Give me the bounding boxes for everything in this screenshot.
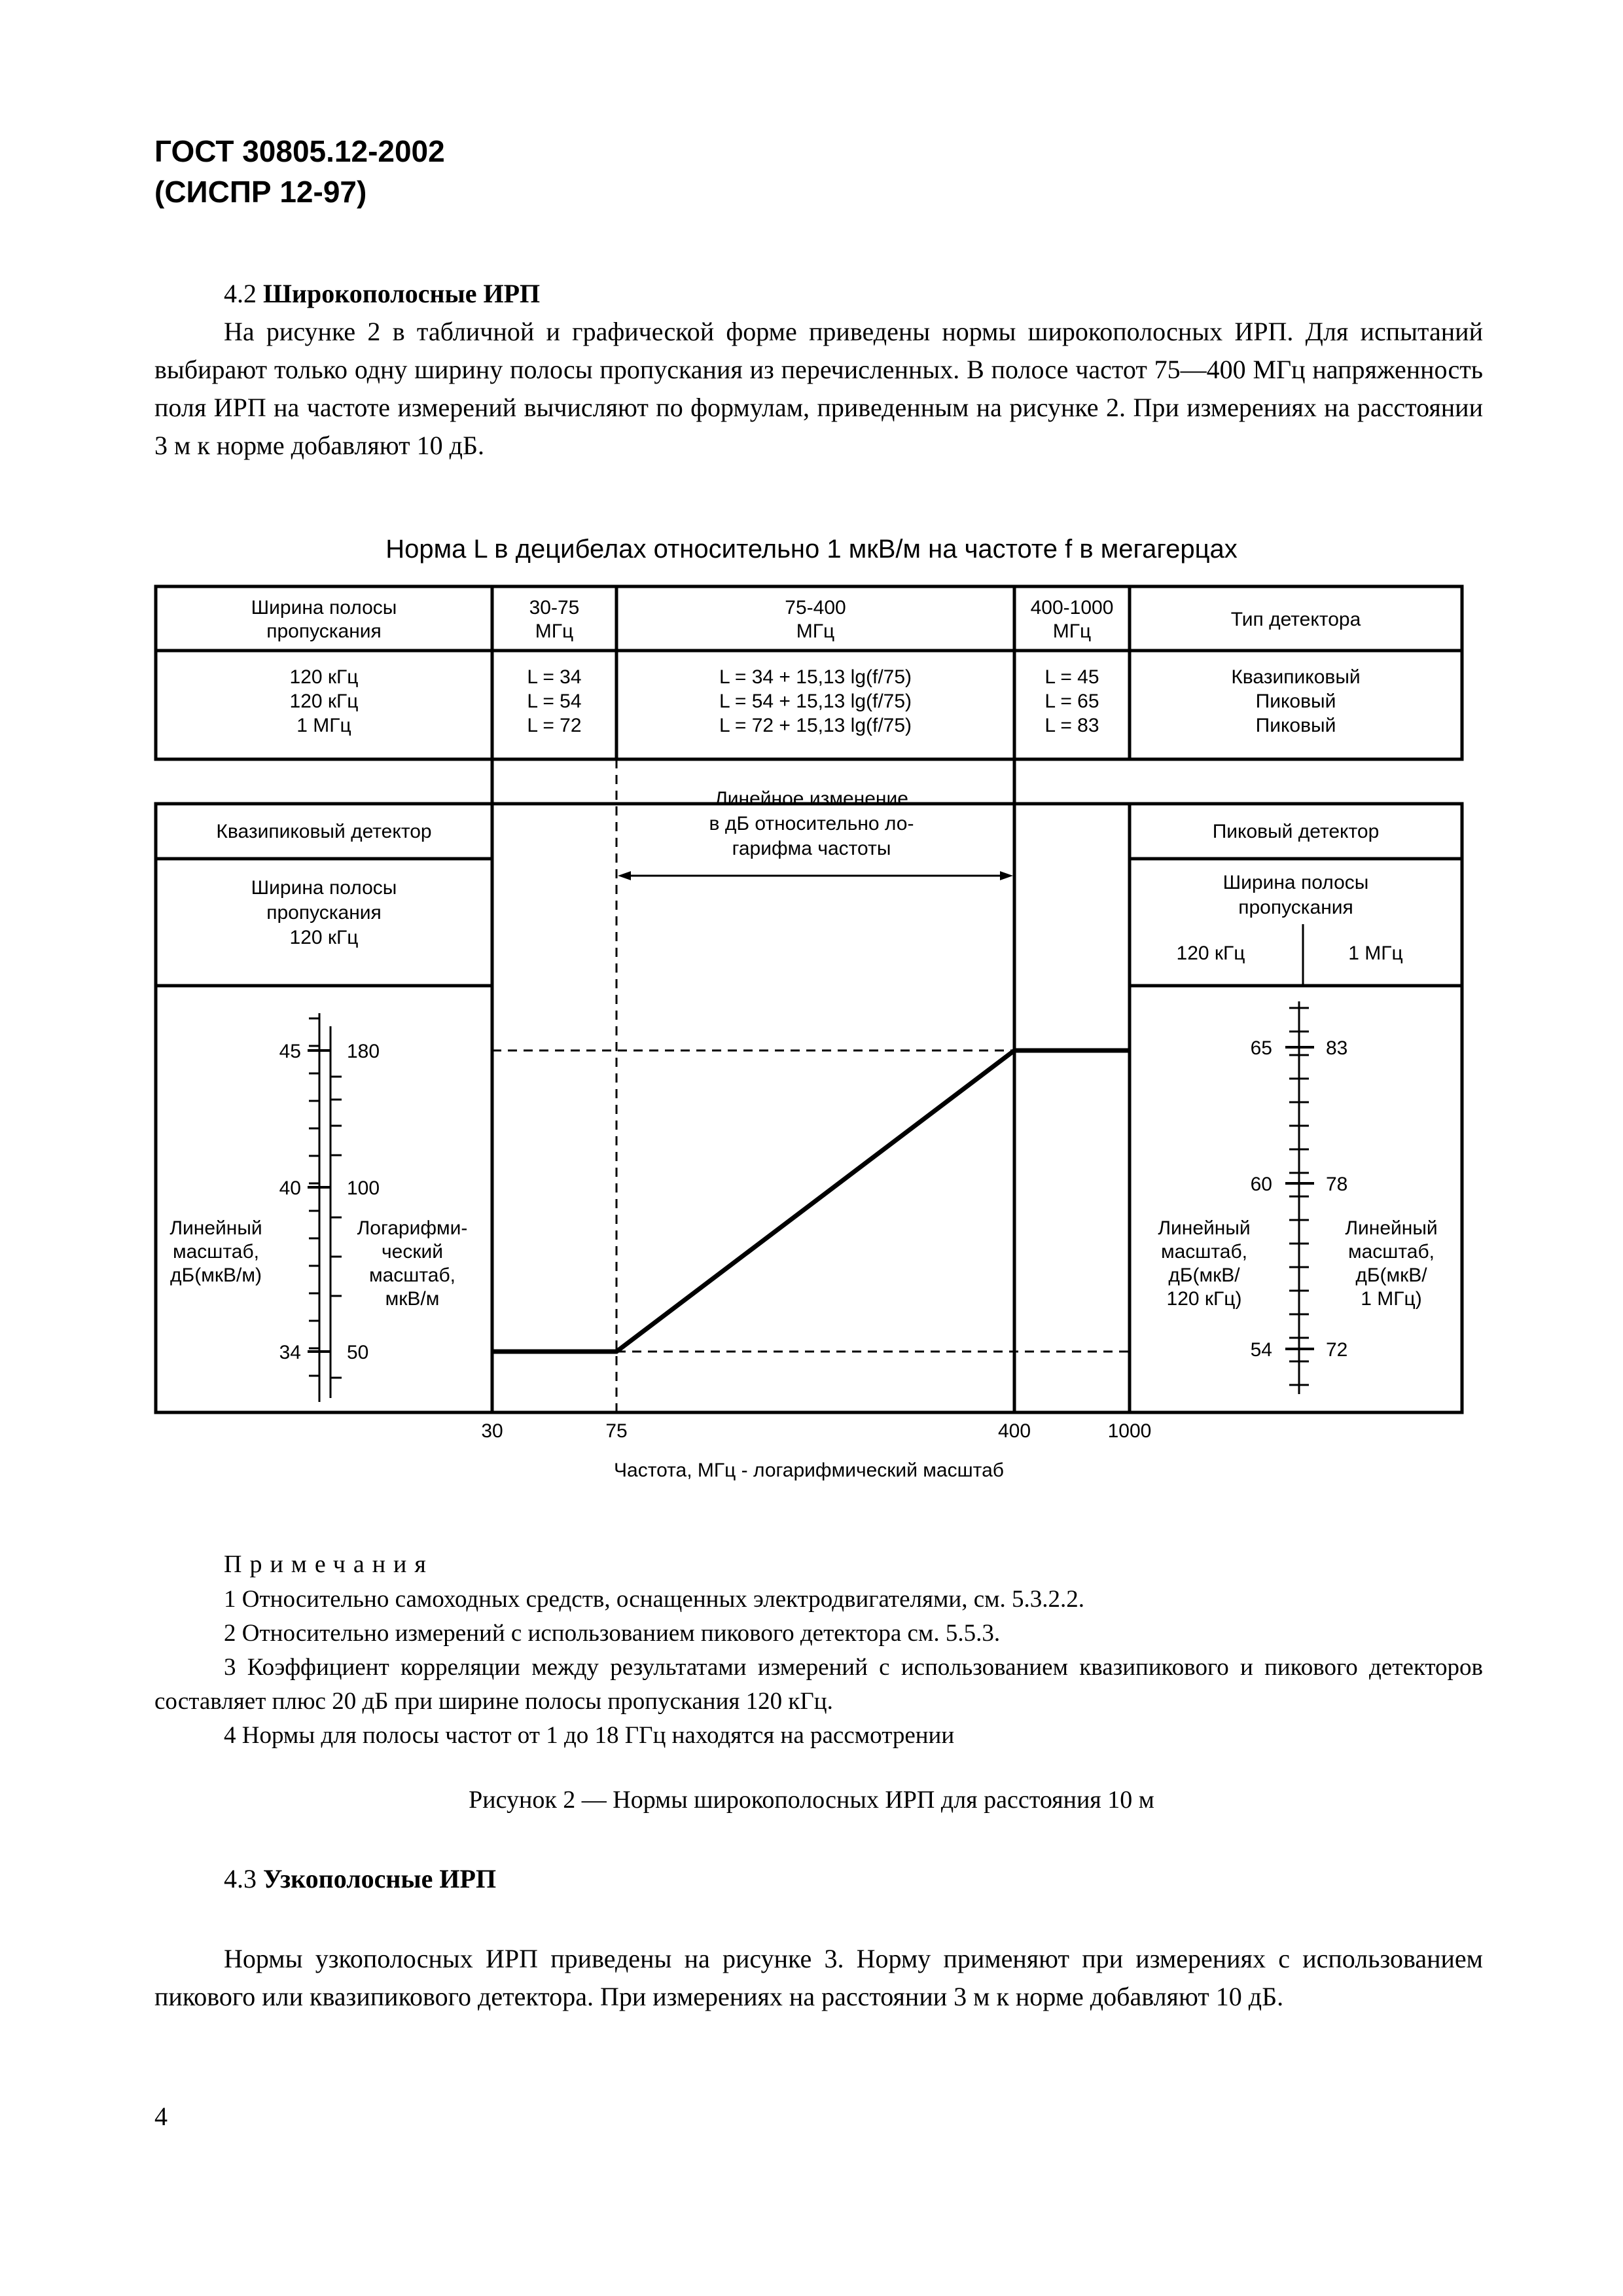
left-tick-log-100: 100 [347, 1177, 380, 1199]
left-tick-lin-45: 45 [279, 1041, 301, 1062]
norm-line [492, 1050, 1130, 1352]
left-bandwidth-line-1: пропускания [266, 902, 382, 924]
table-header-4-line-0: Тип детектора [1230, 609, 1361, 630]
right-left-label-line-1: масштаб, [1161, 1241, 1247, 1263]
section-4-3-title: Узкополосные ИРП [263, 1864, 497, 1893]
left-scale [308, 1013, 330, 1402]
right-bandwidth-line-0: Ширина полосы [1222, 872, 1369, 893]
left-log-label-line-3: мкВ/м [385, 1288, 440, 1310]
right-bandwidth-line-1: пропускания [1238, 897, 1353, 918]
section-4-2-heading [224, 275, 540, 313]
right-tick-r-78: 78 [1326, 1174, 1348, 1195]
left-log-label-line-1: ческий [382, 1241, 443, 1263]
left-bandwidth-line-2: 120 кГц [289, 927, 359, 948]
table-cell-4-line-0: Квазипиковый [1231, 666, 1361, 688]
section-4-3-heading [224, 1860, 496, 1898]
left-tick-lin-34: 34 [279, 1342, 301, 1363]
annotation-line-1: в дБ относительно ло- [709, 813, 914, 834]
doc-code: ГОСТ 30805.12-2002 [154, 134, 445, 168]
doc-code-alt: (СИСПР 12-97) [154, 175, 367, 209]
right-left-label-line-0: Линейный [1158, 1217, 1251, 1239]
left-panel-title: Квазипиковый детектор [216, 821, 432, 842]
x-axis-label: Частота, МГц - логарифмический масштаб [614, 1460, 1004, 1481]
left-linear-label-line-1: масштаб, [173, 1241, 259, 1263]
table-cell-3-line-0: L = 45 [1044, 666, 1099, 688]
right-tick-l-54: 54 [1250, 1339, 1272, 1361]
table-header-1-line-1: МГц [535, 620, 574, 642]
table-cell-0-line-1: 120 кГц [289, 691, 359, 712]
section-4-2-title: Широкополосные ИРП [263, 279, 541, 308]
left-log-label-line-0: Логарифми- [357, 1217, 468, 1239]
table-cell-2-line-1: L = 54 + 15,13 lg(f/75) [719, 691, 912, 712]
table-cell-4-line-1: Пиковый [1255, 691, 1336, 712]
left-linear-label-line-2: дБ(мкВ/м) [170, 1265, 262, 1286]
section-4-3-number: 4.3 [224, 1864, 257, 1893]
right-left-label-line-2: дБ(мкВ/ [1168, 1265, 1240, 1286]
table-cell-3-line-2: L = 83 [1044, 715, 1099, 736]
table-cell-3-line-1: L = 65 [1044, 691, 1099, 712]
note-3: 3 Коэффициент корреляции между результатами измерений с использованием квазипикового и пикового детекторов составляет плюс 20 дБ при ширине полосы пропускания 120 кГц. [154, 1654, 1483, 1715]
annotation-arrow [618, 871, 1013, 880]
note-4: 4 Нормы для полосы частот от 1 до 18 ГГц находятся на рассмотрении [224, 1722, 955, 1749]
left-tick-lin-40: 40 [279, 1177, 301, 1199]
table-cell-2-line-0: L = 34 + 15,13 lg(f/75) [719, 666, 912, 688]
figure-title: Норма L в децибелах относительно 1 мкВ/м на частоте f в мегагерцах [385, 535, 1238, 564]
right-right-label-line-1: масштаб, [1348, 1241, 1435, 1263]
table-header-0-line-0: Ширина полосы [251, 597, 397, 619]
figure-caption: Рисунок 2 — Нормы широкополосных ИРП для расстояния 10 м [469, 1786, 1154, 1814]
right-col1-label: 120 кГц [1176, 942, 1245, 964]
left-linear-label-line-0: Линейный [169, 1217, 262, 1239]
x-tick-1000: 1000 [1107, 1420, 1152, 1442]
right-right-label-line-2: дБ(мкВ/ [1355, 1265, 1427, 1286]
table-header-3-line-1: МГц [1052, 620, 1092, 642]
right-right-label-line-0: Линейный [1345, 1217, 1438, 1239]
table-header-0-line-1: пропускания [266, 620, 382, 642]
note-2: 2 Относительно измерений с использованием пикового детектора см. 5.5.3. [224, 1620, 1001, 1647]
table-header-1-line-0: 30-75 [529, 597, 580, 619]
right-panel-title: Пиковый детектор [1212, 821, 1380, 842]
right-right-label-line-3: 1 МГц) [1361, 1288, 1422, 1310]
right-scale [1285, 1001, 1314, 1394]
x-tick-400: 400 [997, 1420, 1031, 1442]
table-cell-1-line-1: L = 54 [527, 691, 582, 712]
table-header-2-line-0: 75-400 [785, 597, 846, 619]
section-4-2-number: 4.2 [224, 279, 257, 308]
table-cell-4-line-2: Пиковый [1255, 715, 1336, 736]
right-tick-r-72: 72 [1326, 1339, 1348, 1361]
x-tick-30: 30 [481, 1420, 503, 1442]
notes-title: Примечания [224, 1551, 434, 1578]
note-1: 1 Относительно самоходных средств, оснащенных электродвигателями, см. 5.3.2.2. [224, 1586, 1085, 1613]
left-tick-log-180: 180 [347, 1041, 380, 1062]
table-cell-2-line-2: L = 72 + 15,13 lg(f/75) [719, 715, 912, 736]
page-number: 4 [154, 2102, 168, 2131]
right-left-label-line-3: 120 кГц) [1166, 1288, 1242, 1310]
x-tick-75: 75 [605, 1420, 628, 1442]
left-bandwidth-line-0: Ширина полосы [251, 877, 397, 899]
right-tick-r-83: 83 [1326, 1037, 1348, 1059]
section-4-3-text: Нормы узкополосных ИРП приведены на рисунке 3. Норму применяют при измерениях с использованием пикового или квазипикового детектора. При измерениях на расстоянии 3 м к норме добавляют 10 дБ. [154, 1944, 1483, 2011]
figure-2 [0, 511, 1623, 1505]
table-header-2-line-1: МГц [796, 620, 835, 642]
left-log-label-line-2: масштаб, [369, 1265, 455, 1286]
table-cell-1-line-0: L = 34 [527, 666, 582, 688]
table-cell-1-line-2: L = 72 [527, 715, 582, 736]
section-4-2-text: На рисунке 2 в табличной и графической форме приведены нормы широкополосных ИРП. Для испытаний выбирают только одну ширину полосы пропускания из перечисленных. В полосе частот 75—400 МГц напряженность поля ИРП на частоте измерений вычисляют по формулам, приведенным на рисунке 2. При измерениях на расстоянии 3 м к норме добавляют 10 дБ. [154, 317, 1483, 460]
table-header-3-line-0: 400-1000 [1030, 597, 1114, 619]
table-cell-0-line-0: 120 кГц [289, 666, 359, 688]
left-tick-log-50: 50 [347, 1342, 369, 1363]
annotation-line-2: гарифма частоты [732, 838, 891, 859]
right-tick-l-60: 60 [1250, 1174, 1272, 1195]
table-cell-0-line-2: 1 МГц [296, 715, 351, 736]
right-tick-l-65: 65 [1250, 1037, 1272, 1059]
right-col2-label: 1 МГц [1348, 942, 1403, 964]
annotation-line-0: Линейное изменение [715, 788, 908, 810]
